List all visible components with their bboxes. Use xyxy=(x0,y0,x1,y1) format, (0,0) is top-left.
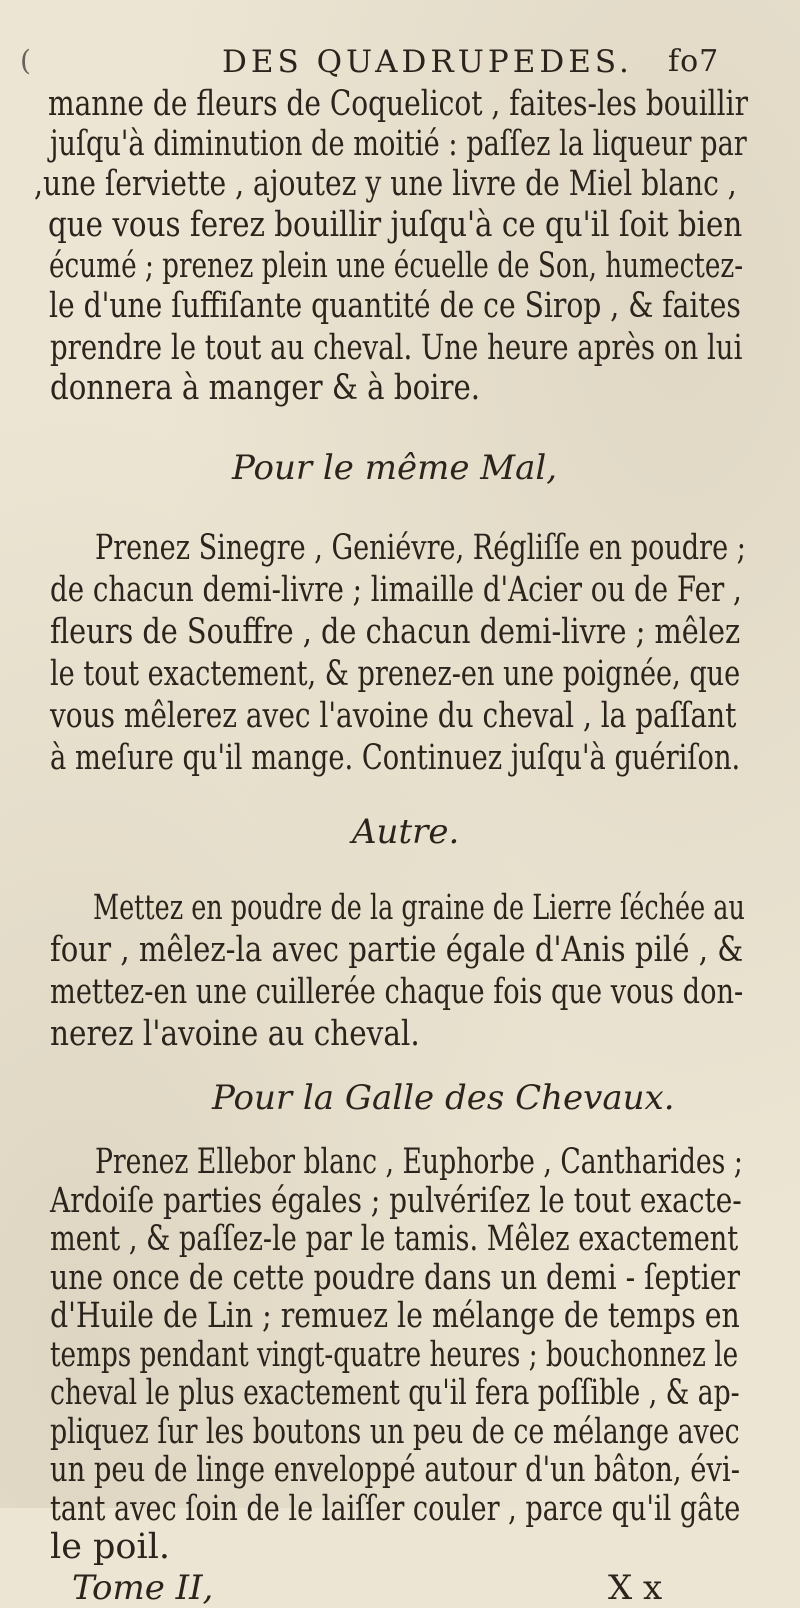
signature-mark: X x xyxy=(608,1567,663,1608)
text-line: le tout exactement, & prenez-en une poignée, que xyxy=(50,654,741,694)
section-heading: Pour la Galle des Chevaux. xyxy=(212,1078,675,1118)
running-title: DES QUADRUPEDES. xyxy=(222,44,633,80)
running-header xyxy=(0,44,800,84)
text-line: juſqu'à diminution de moitié : paſſez la liqueur par xyxy=(50,124,747,164)
section-heading: Autre. xyxy=(352,812,460,852)
page-number: fo7 xyxy=(668,44,720,79)
text-line: le d'une ſuffiſante quantité de ce Sirop , & faites xyxy=(49,286,741,326)
text-line: four , mêlez-la avec partie égale d'Anis pilé , & xyxy=(50,930,744,970)
text-line: nerez l'avoine au cheval. xyxy=(50,1014,420,1054)
text-line: donnera à manger & à boire. xyxy=(50,368,481,408)
text-line: ment , & paſſez-le par le tamis. Mêlez exactement xyxy=(50,1219,739,1259)
text-line: que vous ferez bouillir juſqu'à ce qu'il ſoit bien xyxy=(48,205,743,245)
text-line: prendre le tout au cheval. Une heure après on lui xyxy=(50,328,743,368)
text-line: à meſure qu'il mange. Continuez juſqu'à guériſon. xyxy=(50,738,741,778)
text-line: ,une ſerviette , ajoutez y une livre de Miel blanc , xyxy=(34,164,737,204)
text-line: de chacun demi-livre ; limaille d'Acier ou de Fer , xyxy=(50,570,742,610)
text-line: le poil. xyxy=(50,1527,171,1567)
text-line: temps pendant vingt-quatre heures ; bouchonnez le xyxy=(50,1334,739,1375)
section-heading: Pour le même Mal, xyxy=(232,448,558,488)
text-line: d'Huile de Lin ; remuez le mélange de temps en xyxy=(50,1296,740,1336)
text-line: vous mêlerez avec l'avoine du cheval , la paſſant xyxy=(50,696,737,736)
text-line: mettez-en une cuillerée chaque fois que vous don- xyxy=(50,972,744,1012)
text-line: écumé ; prenez plein une écuelle de Son, humectez- xyxy=(49,246,744,286)
text-line: un peu de linge enveloppé autour d'un bâton, évi- xyxy=(50,1450,740,1490)
text-line: une once de cette poudre dans un demi - ſeptier xyxy=(50,1257,740,1298)
text-line: cheval le plus exactement qu'il fera poſſible , & ap- xyxy=(50,1373,740,1413)
text-line: Ardoiſe parties égales ; pulvériſez le tout exacte- xyxy=(50,1180,742,1221)
text-line: Mettez en poudre de la graine de Lierre ſéchée au xyxy=(93,888,745,928)
text-line: Prenez Sinegre , Geniévre, Régliſſe en poudre ; xyxy=(95,528,746,568)
header-mark: ( xyxy=(20,44,34,77)
text-line: manne de fleurs de Coquelicot , faites-les bouillir xyxy=(48,84,748,124)
text-line: Prenez Ellebor blanc , Euphorbe , Cantharides ; xyxy=(95,1142,743,1182)
volume-label: Tome II, xyxy=(72,1567,214,1608)
text-line: tant avec ſoin de le laiſſer couler , parce qu'il gâte xyxy=(50,1488,741,1529)
text-line: pliquez ſur les boutons un peu de ce mélange avec xyxy=(50,1411,740,1452)
text-line: fleurs de Souffre , de chacun demi-livre ; mêlez xyxy=(50,612,741,652)
